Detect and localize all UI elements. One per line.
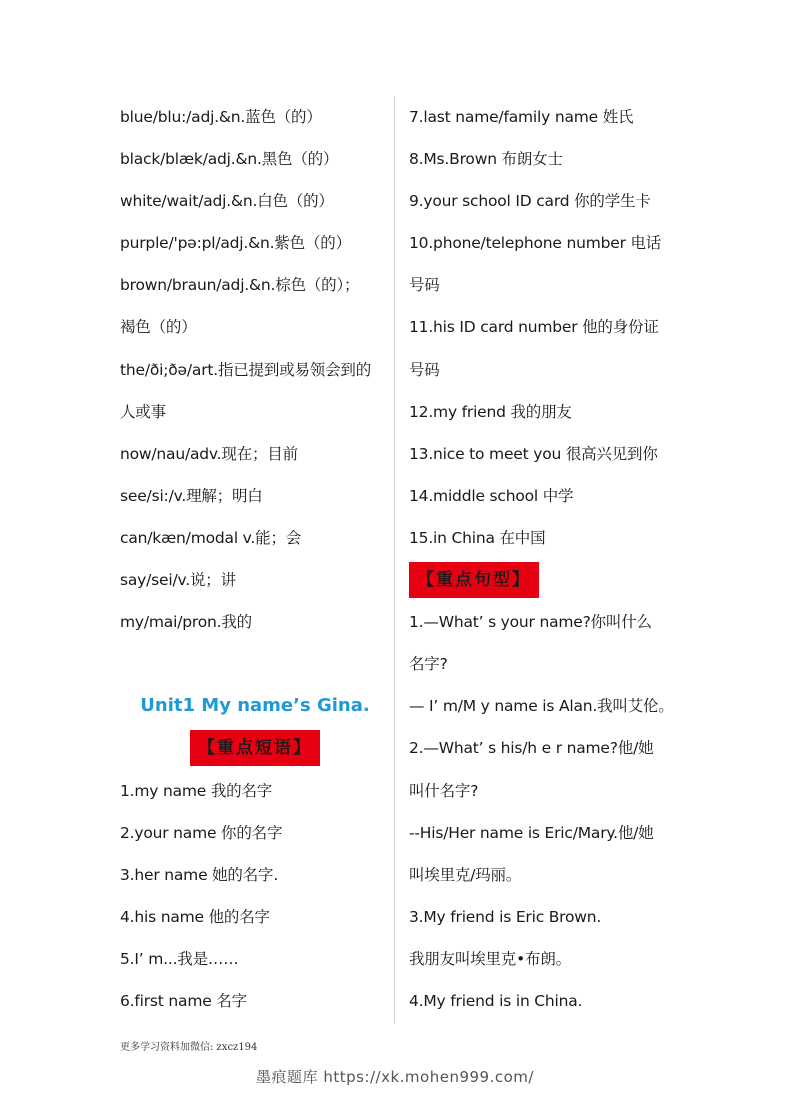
vocab-line: say/sei/v.说；讲 — [120, 571, 236, 590]
vocab-list — [120, 96, 390, 643]
phrases-heading: 【重点短语】 — [190, 730, 320, 766]
vocab-line: black/blæk/adj.&n.黑色（的） — [120, 150, 339, 169]
phrase-list — [120, 770, 390, 1023]
blank-line — [120, 643, 390, 685]
phrase-line: 5.I’ m...我是…… — [120, 949, 239, 968]
sentence-line: 2.—What’ s his/h e r name?他/她 — [409, 739, 654, 758]
phrase-line: 4.his name 他的名字 — [120, 907, 270, 926]
sentence-list — [409, 601, 674, 1022]
phrase-line: 8.Ms.Brown 布朗女士 — [409, 150, 563, 169]
vocab-line: now/nau/adv.现在；目前 — [120, 444, 298, 463]
left-column — [120, 96, 390, 1022]
sentence-line: --His/Her name is Eric/Mary.他/她 — [409, 823, 654, 842]
sentence-line: 1.—What’ s your name?你叫什么 — [409, 613, 652, 632]
phrases-heading-row — [120, 727, 390, 769]
vocab-line: see/si:/v.理解；明白 — [120, 486, 263, 505]
sentence-line: 3.My friend is Eric Brown. — [409, 907, 602, 926]
vocab-line: purple/'pə:pl/adj.&n.紫色（的） — [120, 234, 351, 253]
watermark: 墨痕题库 https://xk.mohen999.com/ — [256, 1068, 534, 1086]
vocab-line: brown/braun/adj.&n.棕色（的）； — [120, 276, 360, 295]
phrase-line: 6.first name 名字 — [120, 991, 247, 1010]
right-column — [409, 96, 674, 1022]
column-divider — [394, 96, 395, 1024]
sentences-heading: 【重点句型】 — [409, 562, 539, 598]
phrase-line: 1.my name 我的名字 — [120, 781, 273, 800]
phrase-line: 11.his ID card number 他的身份证 — [409, 318, 659, 337]
sentence-line: 我朋友叫埃里克•布朗。 — [409, 949, 571, 968]
vocab-line: blue/blu:/adj.&n.蓝色（的） — [120, 108, 322, 126]
phrase-list-continued — [409, 96, 674, 559]
vocab-line: 褐色（的） — [120, 318, 197, 337]
sentence-line: 叫埃里克/玛丽。 — [409, 865, 522, 884]
sentence-line: — I’ m/M y name is Alan.我叫艾伦。 — [409, 697, 674, 716]
phrase-line: 12.my friend 我的朋友 — [409, 402, 572, 421]
phrase-line: 3.her name 她的名字. — [120, 865, 279, 884]
unit-title: Unit1 My name’s Gina. — [140, 695, 370, 717]
sentence-line: 4.My friend is in China. — [409, 991, 583, 1010]
sentences-heading-row — [409, 559, 674, 601]
sentence-line: 名字? — [409, 655, 448, 674]
vocab-line: the/ði;ðə/art.指已提到或易领会到的 — [120, 360, 371, 379]
vocab-line: my/mai/pron.我的 — [120, 613, 252, 632]
phrase-line: 号码 — [409, 360, 440, 379]
phrase-line: 9.your school ID card 你的学生卡 — [409, 192, 651, 211]
phrase-line: 15.in China 在中国 — [409, 528, 546, 547]
phrase-line: 2.your name 你的名字 — [120, 823, 283, 842]
phrase-line: 号码 — [409, 276, 440, 295]
vocab-line: white/wait/adj.&n.白色（的） — [120, 192, 334, 211]
phrase-line: 7.last name/family name 姓氏 — [409, 108, 634, 126]
vocab-line: can/kæn/modal v.能；会 — [120, 528, 302, 547]
footer-note: 更多学习资料加微信: zxcz194 — [120, 1042, 258, 1053]
phrase-line: 14.middle school 中学 — [409, 486, 574, 505]
sentence-line: 叫什名字? — [409, 781, 479, 800]
phrase-line: 13.nice to meet you 很高兴见到你 — [409, 444, 658, 463]
vocab-line: 人或事 — [120, 402, 166, 421]
phrase-line: 10.phone/telephone number 电话 — [409, 234, 662, 253]
